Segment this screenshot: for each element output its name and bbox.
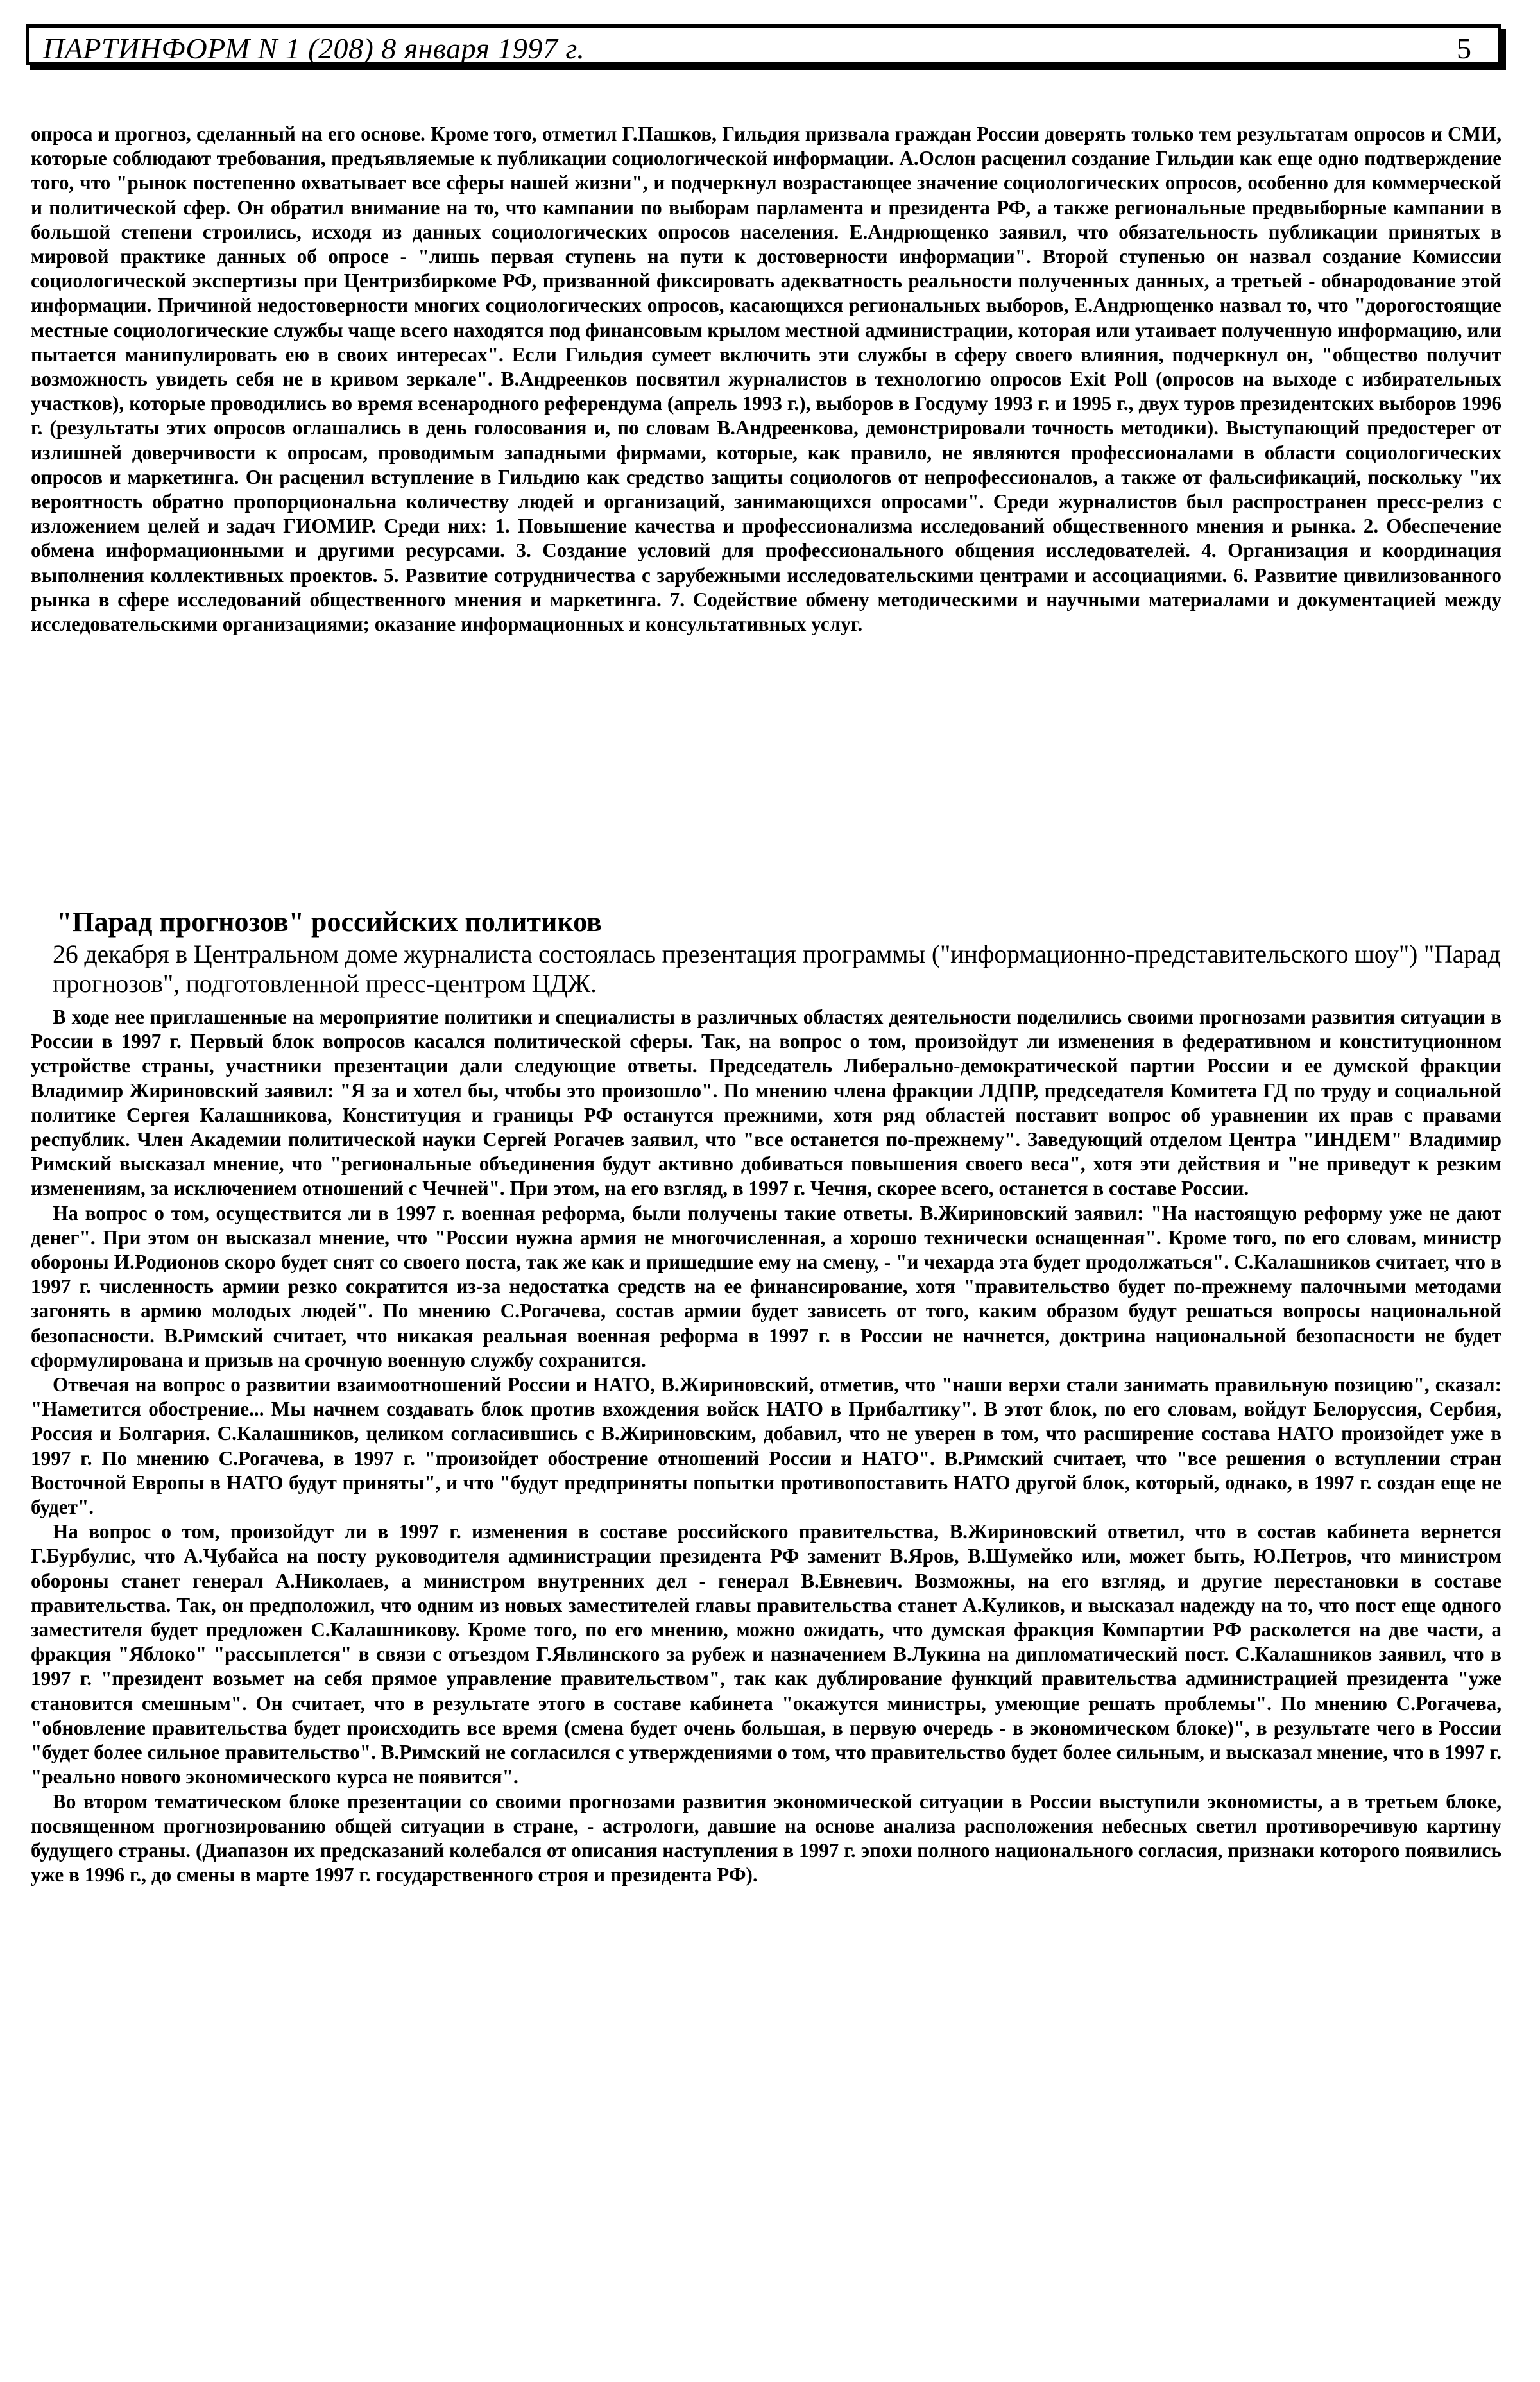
article-paragraph: На вопрос о том, осуществится ли в 1997 г. военная реформа, были получены такие ответы. В.Жириновский заявил: "На настоящую реформу уже не дают денег". При этом он высказал мнение, что "России нужна армия не многочисленная, а хорошо технически оснащенная". Кроме того, по его словам, министр обороны И.Родионов скоро будет снят со своего поста, так же как и пришедшие ему на смену, - "и чехарда эта будет продолжаться". С.Калашников считает, что в 1997 г. численность армии резко сократится из-за недостатка средств на ее финансирование, хотя "правительство будет по-прежнему палочными методами загонять в армию молодых людей". По мнению С.Рогачева, состав армии будет зависеть от того, каким образом будут решаться вопросы национальной безопасности. В.Римский считает, что никакая реальная военная реформа в 1997 г. в России не начнется, доктрина национальной безопасности не будет сформулирована и призыв на срочную военную службу сохранится. xyxy=(31,1201,1502,1371)
top-article xyxy=(31,122,1502,637)
page-header xyxy=(26,24,1502,65)
publication-title: ПАРТИНФОРМ N 1 (208) 8 января 1997 г. xyxy=(43,32,585,65)
page-number: 5 xyxy=(1457,32,1471,65)
article-lead: 26 декабря в Центральном доме журналиста состоялась презентация программы ("информационно-представительского шоу") "Парад прогнозов", подготовленной пресс-центром ЦДЖ. xyxy=(53,939,1501,998)
top-article-paragraph: опроса и прогноз, сделанный на его основе. Кроме того, отметил Г.Пашков, Гильдия призвала граждан России доверять только тем результатам опросов и СМИ, которые соблюдают требования, предъявляемые к публикации социологической информации. А.Ослон расценил создание Гильдии как еще одно подтверждение того, что "рынок постепенно охватывает все сферы нашей жизни", и подчеркнул возрастающее значение социологических опросов, особенно для коммерческой и политической сфер. Он обратил внимание на то, что кампании по выборам парламента и президента РФ, а также региональные предвыборные кампании в большой степени строились, исходя из данных социологических опросов населения. Е.Андрющенко заявил, что обязательность публикации принятых в мировой практике данных об опросе - "лишь первая ступень на пути к достоверности информации". Второй ступенью он назвал создание Комиссии социологической экспертизы при Центризбиркоме РФ, призванной фиксировать адекватность реальности полученных данных, а третьей - обнародование этой информации. Причиной недостоверности многих социологических опросов, касающихся региональных выборов, Е.Андрющенко назвал то, что "дорогостоящие местные социологические службы чаще всего находятся под финансовым крылом местной администрации, которая или утаивает полученную информацию, или пытается манипулировать ею в своих интересах". Если Гильдия сумеет включить эти службы в сферу своего влияния, подчеркнул он, "общество получит возможность увидеть себя не в кривом зеркале". В.Андреенков посвятил журналистов в технологию опросов Exit Poll (опросов на выходе с избирательных участков), которые проводились во время всенародного референдума (апрель 1993 г.), выборов в Госдуму 1993 г. и 1995 г., двух туров президентских выборов 1996 г. (результаты этих опросов оглашались в день голосования и, по словам В.Андреенкова, демонстрировали точность методики). Выступающий предостерег от излишней доверчивости к опросам, проводимым западными фирмами, которые, как правило, не являются профессионалами в области социологических опросов и маркетинга. Он расценил вступление в Гильдию как средство защиты социологов от непрофессионалов, а также от фальсификаций, поскольку "их вероятность обратно пропорциональна количеству людей и организаций, занимающихся опросами". Среди журналистов был распространен пресс-релиз с изложением целей и задач ГИОМИР. Среди них: 1. Повышение качества и профессионализма исследований общественного мнения и рынка. 2. Обеспечение обмена информационными и другими ресурсами. 3. Создание условий для профессионального общения исследователей. 4. Организация и координация выполнения коллективных проектов. 5. Развитие сотрудничества с зарубежными исследовательскими центрами и ассоциациями. 6. Развитие цивилизованного рынка в сфере исследований общественного мнения и маркетинга. 7. Содействие обмену методическими и научными материалами и документацией между исследовательскими организациями; оказание информационных и консультативных услуг. xyxy=(31,123,1502,636)
article-paragraph: На вопрос о том, произойдут ли в 1997 г. изменения в составе российского правительства, В.Жириновский ответил, что в состав кабинета вернется Г.Бурбулис, что А.Чубайса на посту руководителя администрации президента РФ заменит В.Яров, В.Шумейко или, может быть, Ю.Петров, что министром обороны станет генерал А.Николаев, а министром внутренних дел - генерал В.Евневич. Возможны, на его взгляд, и другие перестановки в составе правительства. Так, он предположил, что одним из новых заместителей главы правительства станет А.Куликов, и высказал надежду на то, что пост еще одного заместителя будет предложен С.Калашникову. Кроме того, по его мнению, можно ожидать, что думская фракция Компартии РФ расколется на две части, а фракция "Яблоко" "рассыплется" в связи с отъездом Г.Явлинского за рубеж и назначением В.Лукина на дипломатический пост. С.Калашников заявил, что в 1997 г. "президент возьмет на себя прямое управление правительством", так как дублирование функций правительства администрацией президента "уже становится смешным". Он считает, что в результате этого в составе кабинета "окажутся министры, умеющие решать проблемы". По мнению С.Рогачева, "обновление правительства будет происходить все время (смена будет очень большая, в первую очередь - в экономическом блоке)", в результате чего в России "будет более сильное правительство". В.Римский не согласился с утверждениями о том, что правительство будет более сильным, и высказал мнение, что в 1997 г. "реально нового экономического курса не появится". xyxy=(31,1520,1502,1788)
article-paragraph: Отвечая на вопрос о развитии взаимоотношений России и НАТО, В.Жириновский, отметив, что "наши верхи стали занимать правильную позицию", сказал: "Наметится обострение... Мы начнем создавать блок против вхождения войск НАТО в Прибалтику". В этот блок, по его словам, войдут Белоруссия, Сербия, Россия и Болгария. С.Калашников, целиком согласившись с В.Жириновским, добавил, что не уверен в том, что расширение состава НАТО произойдет уже в 1997 г. По мнению С.Рогачева, в 1997 г. "произойдет обострение отношений России и НАТО". В.Римский считает, что "все решения о вступлении стран Восточной Европы в НАТО будут приняты", и что "будут предприняты попытки противопоставить НАТО другой блок, который, однако, в 1997 г. создан еще не будет". xyxy=(31,1373,1502,1519)
article-paragraph: В ходе нее приглашенные на мероприятие политики и специалисты в различных областях деятельности поделились своими прогнозами развития ситуации в России в 1997 г. Первый блок вопросов касался политической сферы. Так, на вопрос о том, произойдут ли изменения в федеративном и конституционном устройстве страны, участники презентации дали следующие ответы. Председатель Либерально-демократической партии России и ее думской фракции Владимир Жириновский заявил: "Я за и хотел бы, чтобы это произошло". По мнению члена фракции ЛДПР, председателя Комитета ГД по труду и социальной политике Сергея Калашникова, Конституция и границы РФ останутся прежними, хотя ряд областей поставит вопрос об уравнении их прав с правами республик. Член Академии политической науки Сергей Рогачев заявил, что "все останется по-прежнему". Заведующий отделом Центра "ИНДЕМ" Владимир Римский высказал мнение, что "региональные объединения будут активно добиваться повышения своего веса", хотя эти действия и "не приведут к резким изменениям, за исключением отношений с Чечней". При этом, на его взгляд, в 1997 г. Чечня, скорее всего, останется в составе России. xyxy=(31,1006,1502,1200)
article-title: "Парад прогнозов" российских политиков xyxy=(56,906,602,938)
article-paragraph: Во втором тематическом блоке презентации со своими прогнозами развития экономической ситуации в России выступили экономисты, а в третьем блоке, посвященном прогнозированию общей ситуации в стране, - астрологи, давшие на основе анализа расположения небесных светил противоречивую картину будущего страны. (Диапазон их предсказаний колебался от описания наступления в 1997 г. эпохи полного национального согласия, признаки которого появились уже в 1996 г., до смены в марте 1997 г. государственного строя и президента РФ). xyxy=(31,1790,1502,1887)
parade-article xyxy=(31,906,1502,1887)
